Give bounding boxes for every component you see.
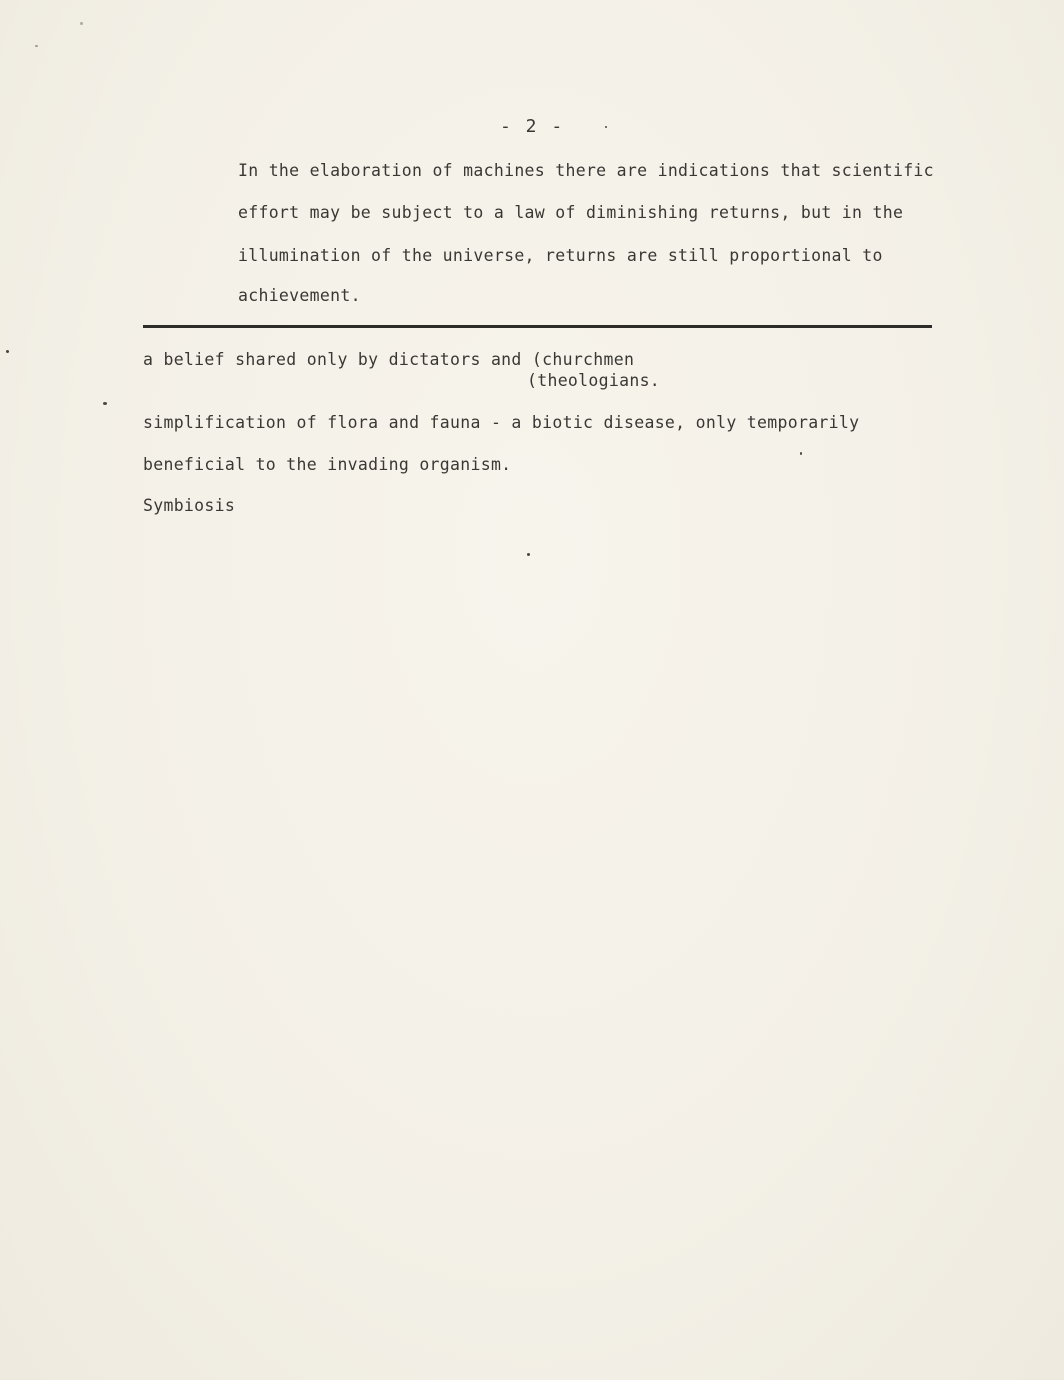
paragraph-line: achievement. (238, 286, 361, 305)
horizontal-divider (143, 325, 932, 328)
page-number: - 2 - (500, 116, 565, 137)
paper-speck (35, 45, 38, 47)
paragraph-line: illumination of the universe, returns are still proportional to (238, 246, 883, 265)
note-simplification-line-1: simplification of flora and fauna - a biotic disease, only temporarily (143, 413, 860, 432)
paper-speck (800, 452, 802, 455)
note-symbiosis: Symbiosis (143, 496, 236, 515)
note-belief-line: a belief shared only by dictators and (churchmen (143, 350, 635, 369)
note-belief-alternative: (theologians. (527, 371, 661, 390)
paper-speck (80, 22, 83, 25)
paragraph-line: effort may be subject to a law of diminishing returns, but in the (238, 203, 904, 222)
note-simplification-line-2: beneficial to the invading organism. (143, 455, 512, 474)
paper-speck (6, 350, 9, 353)
paper-speck (103, 402, 107, 405)
paragraph-line: In the elaboration of machines there are indications that scientific (238, 161, 934, 180)
paper-speck (527, 553, 530, 556)
paper-speck (605, 126, 607, 128)
